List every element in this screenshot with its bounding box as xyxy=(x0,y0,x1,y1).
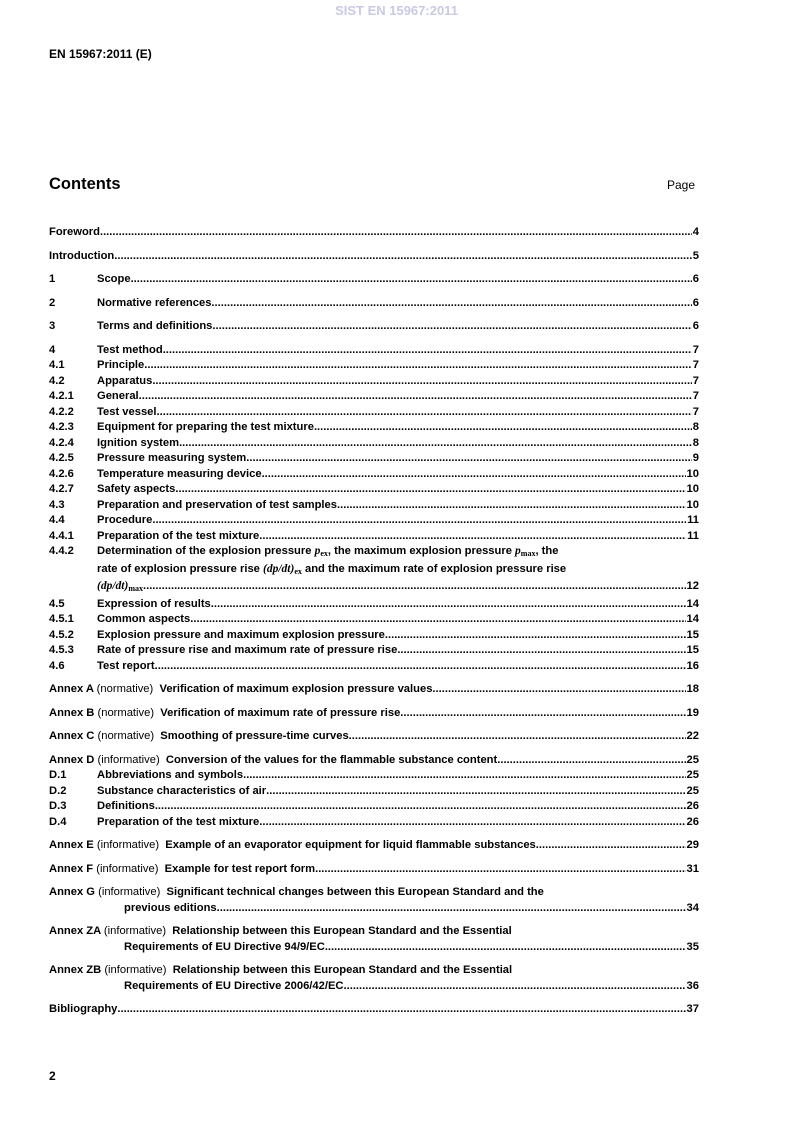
toc-entry-4-2-4[interactable] xyxy=(49,436,699,452)
annex-type: (informative) xyxy=(103,925,167,937)
page-column-label: Page xyxy=(667,178,696,192)
toc-title: Introduction xyxy=(49,249,115,262)
toc-entry-annex-f[interactable] xyxy=(49,862,699,878)
toc-title: Preparation of the test mixture xyxy=(97,529,260,542)
toc-entry-annex-a[interactable] xyxy=(49,682,699,698)
toc-title: Safety aspects xyxy=(97,483,176,495)
toc-title: Conversion of the values for the flammable substance content xyxy=(165,753,498,766)
toc-title: Equipment for preparing the test mixture xyxy=(97,421,314,433)
toc-entry-d-4[interactable] xyxy=(49,815,699,831)
symbol-p: p xyxy=(515,545,521,557)
toc-number: 4.3 xyxy=(49,498,65,511)
toc-entry-4-5-1[interactable] xyxy=(49,612,699,628)
toc-page: 7 xyxy=(692,405,699,418)
toc-entry-4-4[interactable] xyxy=(49,513,699,529)
symbol-dpdt: (dp/dt) xyxy=(263,562,295,575)
toc-title: Pressure measuring system xyxy=(97,452,247,464)
annex-type: (normative) xyxy=(97,706,155,719)
toc-page: 26 xyxy=(686,815,699,828)
toc-page: 25 xyxy=(686,769,699,781)
toc-entry-4-4-1[interactable] xyxy=(49,529,699,545)
toc-page: 25 xyxy=(686,753,699,766)
toc-title: Foreword xyxy=(49,226,100,238)
annex-label: Annex E xyxy=(49,839,94,851)
toc-number: 4.5.1 xyxy=(49,613,74,625)
toc-number: 4.2 xyxy=(49,374,65,387)
toc-title: Test method xyxy=(97,343,163,356)
toc-number: 4.4 xyxy=(49,514,65,526)
toc-entry-bibliography[interactable] xyxy=(49,1002,699,1018)
toc-title: Apparatus xyxy=(97,374,153,387)
toc-page: 10 xyxy=(686,498,699,511)
toc-page: 6 xyxy=(692,296,699,309)
toc-number: 4 xyxy=(49,343,56,356)
toc-page: 16 xyxy=(686,659,699,672)
toc-page: 7 xyxy=(692,343,699,356)
toc-entry-introduction[interactable] xyxy=(49,249,699,265)
toc-page: 7 xyxy=(692,374,699,387)
toc-title: Expression of results xyxy=(97,597,211,610)
toc-entry-4-2-1[interactable] xyxy=(49,389,699,405)
toc-entry-4-3[interactable] xyxy=(49,498,699,514)
symbol-p: p xyxy=(314,545,321,557)
toc-entry-4-1[interactable] xyxy=(49,358,699,374)
toc-entry-d-2[interactable] xyxy=(49,784,699,800)
toc-title: Preparation of the test mixture xyxy=(97,815,260,828)
toc-page: 11 xyxy=(687,529,699,542)
toc-page: 15 xyxy=(686,628,699,641)
toc-entry-4-5[interactable] xyxy=(49,597,699,613)
toc-entry-4-2[interactable] xyxy=(49,374,699,390)
annex-label: Annex C xyxy=(49,730,95,742)
subscript-max: max xyxy=(520,549,536,558)
toc-entry-4-2-7[interactable] xyxy=(49,482,699,498)
toc-page: 7 xyxy=(692,359,699,371)
toc-number: D.4 xyxy=(49,815,67,828)
toc-title: Abbreviations and symbols xyxy=(97,769,244,781)
toc-entry-annex-zb[interactable] xyxy=(49,963,699,994)
table-of-contents xyxy=(49,225,699,1018)
toc-page: 18 xyxy=(686,683,699,695)
toc-page: 5 xyxy=(692,249,699,262)
toc-page: 29 xyxy=(686,839,699,851)
toc-number: 4.2.2 xyxy=(49,405,74,418)
page-title: Contents xyxy=(49,175,121,193)
toc-title: Explosion pressure and maximum explosion pressure xyxy=(97,628,385,641)
toc-page: 22 xyxy=(686,730,699,742)
toc-page: 4 xyxy=(692,226,699,238)
toc-title: General xyxy=(97,390,139,402)
toc-title: Relationship between this European Standard and the Essential xyxy=(172,925,512,937)
toc-page: 14 xyxy=(686,613,699,625)
subscript-max: max xyxy=(128,584,143,593)
toc-number: 4.2.4 xyxy=(49,436,74,449)
toc-number: D.3 xyxy=(49,800,67,812)
toc-page: 14 xyxy=(686,597,699,610)
toc-title: Relationship between this European Standard and the Essential xyxy=(172,964,513,976)
toc-entry-4-5-2[interactable] xyxy=(49,628,699,644)
toc-number: 3 xyxy=(49,320,56,332)
toc-number: 4.2.7 xyxy=(49,483,74,495)
annex-label: Annex B xyxy=(49,706,95,719)
toc-title: Example for test report form xyxy=(164,862,316,875)
toc-entry-annex-c[interactable] xyxy=(49,729,699,745)
toc-title: Verification of maximum explosion pressure values xyxy=(159,683,433,695)
toc-number: 4.1 xyxy=(49,359,65,371)
toc-page: 8 xyxy=(692,436,699,449)
subscript-ex: ex xyxy=(294,566,302,576)
annex-label: Annex A xyxy=(49,683,94,695)
toc-title: Test vessel xyxy=(97,405,157,418)
toc-number: 4.5 xyxy=(49,597,65,610)
toc-entry-annex-e[interactable] xyxy=(49,838,699,854)
toc-page: 34 xyxy=(686,901,699,914)
toc-number: 2 xyxy=(49,296,56,309)
subscript-ex: ex xyxy=(320,549,328,558)
toc-title: Procedure xyxy=(97,514,153,526)
annex-type: (informative) xyxy=(96,862,159,875)
toc-entry-4-2-2[interactable] xyxy=(49,405,699,421)
toc-title-part: , the maximum explosion pressure xyxy=(327,545,516,557)
toc-title-part: , the xyxy=(535,545,559,557)
toc-number: D.2 xyxy=(49,784,67,797)
toc-page: 6 xyxy=(692,273,699,285)
toc-page: 36 xyxy=(686,979,699,992)
toc-page: 9 xyxy=(692,452,699,464)
toc-page: 10 xyxy=(686,467,699,480)
toc-number: 4.6 xyxy=(49,659,65,672)
toc-page: 10 xyxy=(686,483,699,495)
toc-page: 7 xyxy=(692,390,699,402)
toc-title: Requirements of EU Directive 2006/42/EC xyxy=(124,979,344,992)
toc-page: 6 xyxy=(692,320,699,332)
toc-title: Significant technical changes between this European Standard and the xyxy=(166,886,544,898)
annex-type: (informative) xyxy=(98,886,161,898)
toc-page: 15 xyxy=(686,644,699,656)
toc-page: 11 xyxy=(687,514,699,526)
toc-number: 4.2.6 xyxy=(49,467,74,480)
toc-title: Example of an evaporator equipment for liquid flammable substances xyxy=(165,839,536,851)
toc-number: 4.4.1 xyxy=(49,529,74,542)
page-number: 2 xyxy=(49,1069,56,1083)
toc-title: Terms and definitions xyxy=(97,320,213,332)
annex-label: Annex D xyxy=(49,753,95,766)
toc-entry-4-2-6[interactable] xyxy=(49,467,699,483)
toc-entry-4-6[interactable] xyxy=(49,659,699,675)
toc-title: Requirements of EU Directive 94/9/EC xyxy=(124,940,325,953)
toc-page: 26 xyxy=(686,800,699,812)
toc-title: Normative references xyxy=(97,296,212,309)
annex-type: (informative) xyxy=(96,839,160,851)
toc-number: 4.4.2 xyxy=(49,545,74,557)
toc-title: Temperature measuring device xyxy=(97,467,262,480)
annex-label: Annex ZA xyxy=(49,925,101,937)
toc-entry-4-2-5[interactable] xyxy=(49,451,699,467)
toc-title: Principle xyxy=(97,359,145,371)
toc-number: 4.5.3 xyxy=(49,644,74,656)
toc-entry-foreword[interactable] xyxy=(49,225,699,241)
toc-title-part: and the maximum rate of explosion pressure rise xyxy=(301,562,567,575)
toc-title: Rate of pressure rise and maximum rate of pressure rise xyxy=(97,644,398,656)
toc-entry-4-2-3[interactable] xyxy=(49,420,699,436)
annex-type: (normative) xyxy=(97,730,155,742)
toc-page: 35 xyxy=(686,940,699,953)
toc-page: 8 xyxy=(692,421,699,433)
toc-title: Definitions xyxy=(97,800,155,812)
toc-number: 4.5.2 xyxy=(49,628,74,641)
document-id: EN 15967:2011 (E) xyxy=(49,47,152,61)
toc-title: Test report xyxy=(97,659,155,672)
toc-entry-3[interactable] xyxy=(49,319,699,335)
toc-entry-annex-b[interactable] xyxy=(49,706,699,722)
toc-number: 4.2.5 xyxy=(49,452,74,464)
toc-number: 4.2.3 xyxy=(49,421,74,433)
symbol-dpdt: (dp/dt) xyxy=(97,580,129,592)
toc-title-part: Determination of the explosion pressure xyxy=(97,545,315,557)
toc-entry-4-4-2[interactable] xyxy=(49,544,699,597)
toc-entry-4-5-3[interactable] xyxy=(49,643,699,659)
watermark: SIST EN 15967:2011 xyxy=(335,3,458,18)
toc-entry-d-1[interactable] xyxy=(49,768,699,784)
annex-type: (informative) xyxy=(104,964,167,976)
annex-label: Annex ZB xyxy=(49,964,102,976)
toc-page: 31 xyxy=(686,862,699,875)
toc-title-part: rate of explosion pressure rise xyxy=(97,562,264,575)
toc-title: Common aspects xyxy=(97,613,191,625)
toc-entry-annex-za[interactable] xyxy=(49,924,699,955)
annex-label: Annex G xyxy=(49,886,96,898)
toc-number: 4.2.1 xyxy=(49,390,74,402)
toc-title: Verification of maximum rate of pressure rise xyxy=(160,706,401,719)
toc-entry-2[interactable] xyxy=(49,296,699,312)
toc-entry-annex-d[interactable] xyxy=(49,753,699,769)
annex-label: Annex F xyxy=(49,862,94,875)
toc-entry-annex-g[interactable] xyxy=(49,885,699,916)
toc-title: Scope xyxy=(97,273,131,285)
toc-page: 12 xyxy=(686,580,699,592)
annex-type: (informative) xyxy=(97,753,160,766)
toc-title: Preparation and preservation of test samples xyxy=(97,498,337,511)
toc-entry-d-3[interactable] xyxy=(49,799,699,815)
toc-entry-1[interactable] xyxy=(49,272,699,288)
annex-type: (normative) xyxy=(96,683,154,695)
toc-title: Substance characteristics of air xyxy=(97,784,267,797)
toc-title: previous editions xyxy=(124,901,217,914)
toc-page: 19 xyxy=(686,706,699,719)
toc-number: 1 xyxy=(49,273,56,285)
toc-title: Bibliography xyxy=(49,1003,118,1015)
toc-entry-4[interactable] xyxy=(49,343,699,359)
toc-page: 37 xyxy=(686,1003,699,1015)
toc-title: Smoothing of pressure-time curves xyxy=(160,730,349,742)
toc-number: D.1 xyxy=(49,769,67,781)
toc-page: 25 xyxy=(686,784,699,797)
toc-title: Ignition system xyxy=(97,436,180,449)
